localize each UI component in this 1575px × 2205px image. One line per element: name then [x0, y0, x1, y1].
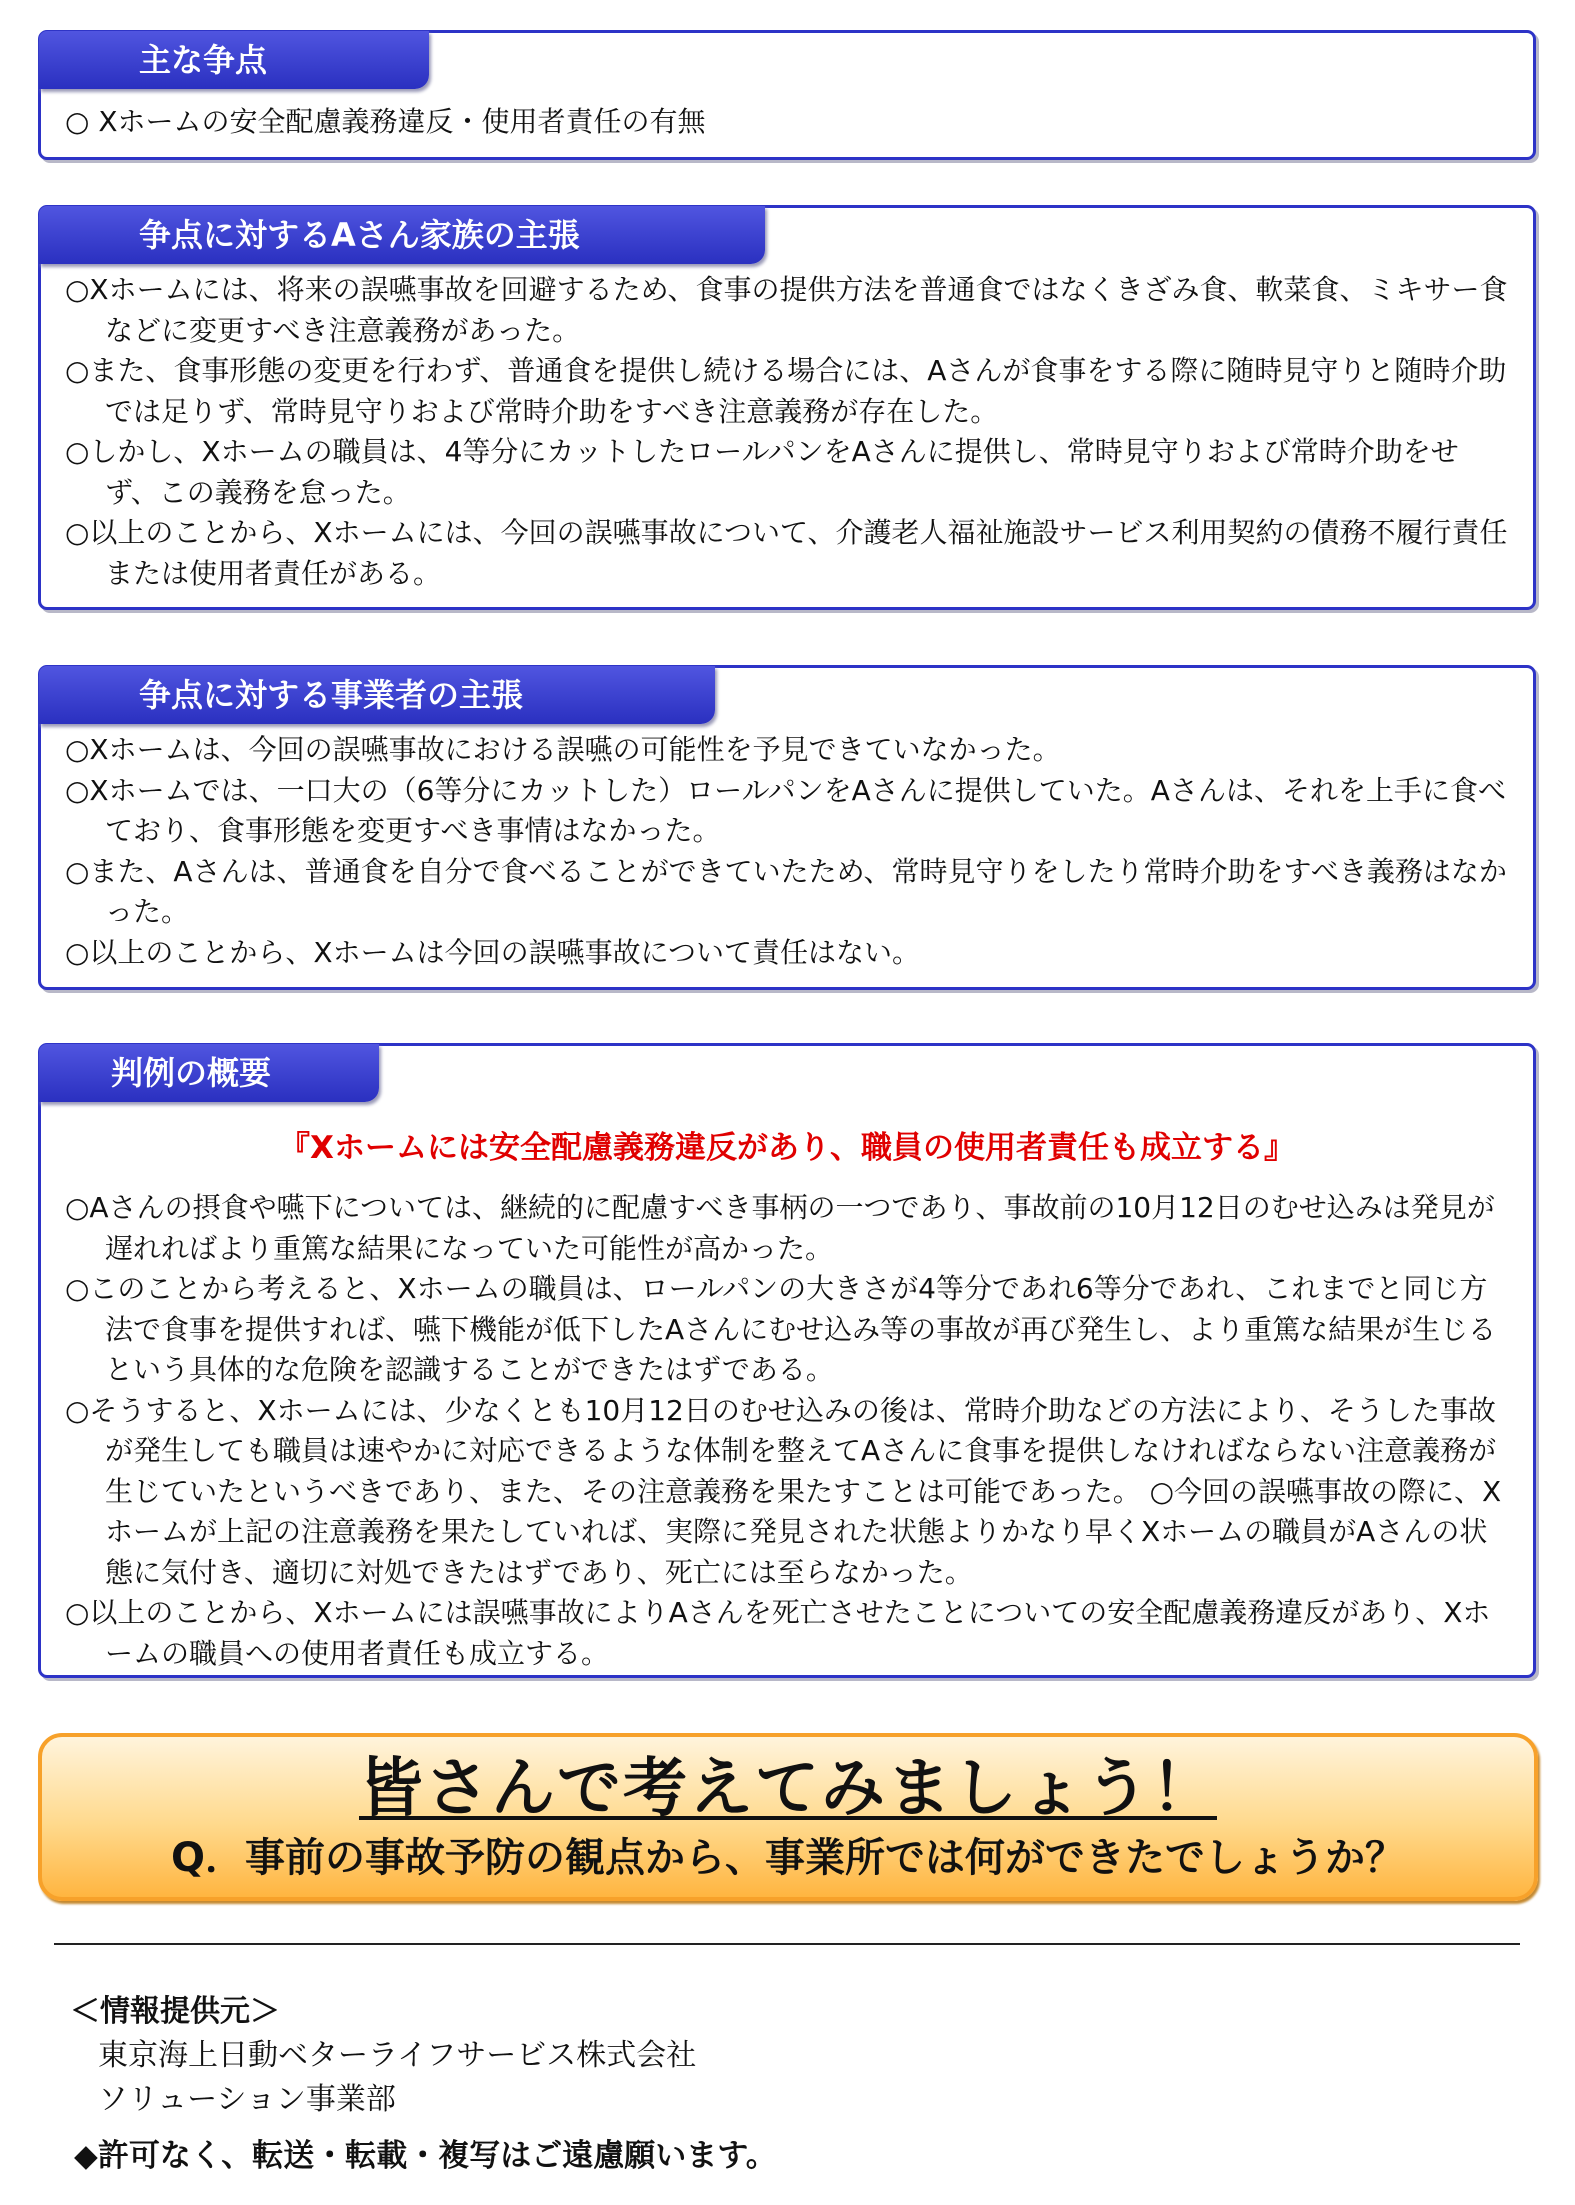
section-title: 主な争点	[39, 31, 429, 89]
info-source-department: ソリューション事業部	[98, 2082, 396, 2117]
section-body	[65, 102, 1509, 143]
list-item: ○しかし、Xホームの職員は、4等分にカットしたロールパンをAさんに提供し、常時見守りおよび常時介助をせず、この義務を怠った。	[65, 435, 1459, 509]
list-item: ○Xホームには、将来の誤嚥事故を回避するため、食事の提供方法を普通食ではなくきざみ食、軟菜食、ミキサー食などに変更すべき注意義務があった。	[65, 273, 1508, 347]
copyright-notice: ◆許可なく、転送・転載・複写はご遠慮願います。	[74, 2138, 777, 2174]
info-source	[70, 1990, 696, 2122]
section-title: 争点に対するAさん家族の主張	[39, 206, 765, 264]
discussion-banner	[38, 1733, 1538, 1901]
section-family-claim	[38, 205, 1536, 610]
section-ruling-summary	[38, 1043, 1536, 1678]
list-item: ○ Xホームの安全配慮義務違反・使用者責任の有無	[65, 105, 706, 138]
ruling-headline: 『Xホームには安全配慮義務違反があり、職員の使用者責任も成立する』	[279, 1130, 1295, 1166]
section-main-issue	[38, 30, 1536, 160]
section-title: 判例の概要	[39, 1044, 379, 1102]
list-item: ○Xホームは、今回の誤嚥事故における誤嚥の可能性を予見できていなかった。	[65, 733, 1061, 766]
list-item: ○Xホームでは、一口大の（6等分にカットした）ロールパンをAさんに提供していた。Aさんは、それを上手に食べており、食事形態を変更すべき事情はなかった。	[65, 773, 1506, 847]
info-source-company: 東京海上日動ベターライフサービス株式会社	[98, 2038, 697, 2073]
section-body	[65, 1188, 1509, 1674]
list-item: ○そうすると、Xホームには、少なくとも10月12日のむせ込みの後は、常時介助などの方法により、そうした事故が発生しても職員は速やかに対応できるような体制を整えてAさんに食事を提供しなければならない注意義務が生じていたというべきであり、また、その注意義務を果たすことは可能であった。 ○今回の誤嚥事故の際に、Xホームが上記の注意義務を果たしていれば、実際に発見された状態よりかなり早くXホームの職員がAさんの状態に気付き、適切に対処できたはずであり、死亡には至らなかった。	[65, 1393, 1502, 1589]
list-item: ○以上のことから、Xホームには誤嚥事故によりAさんを死亡させたことについての安全配慮義務違反があり、Xホームの職員への使用者責任も成立する。	[65, 1596, 1491, 1670]
section-title: 争点に対する事業者の主張	[39, 666, 715, 724]
section-body	[65, 270, 1509, 594]
section-body	[65, 730, 1509, 973]
list-item: ○Aさんの摂食や嚥下については、継続的に配慮すべき事柄の一つであり、事故前の10月12日のむせ込みは発見が遅れればより重篤な結果になっていた可能性が高かった。	[65, 1191, 1495, 1265]
discussion-title: 皆さんで考えてみましょう！	[359, 1752, 1217, 1826]
list-item: ○また、Aさんは、普通食を自分で食べることができていたため、常時見守りをしたり常時介助をすべき義務はなかった。	[65, 854, 1507, 928]
section-operator-claim	[38, 665, 1536, 990]
divider	[54, 1943, 1520, 1945]
list-item: ○以上のことから、Xホームには、今回の誤嚥事故について、介護老人福祉施設サービス利用契約の債務不履行責任または使用者責任がある。	[65, 516, 1508, 590]
discussion-question: Q．事前の事故予防の観点から、事業所では何ができたでしょうか？	[170, 1835, 1405, 1881]
list-item: ○このことから考えると、Xホームの職員は、ロールパンの大きさが4等分であれ6等分であれ、これまでと同じ方法で食事を提供すれば、嚥下機能が低下したAさんにむせ込み等の事故が再び発生し、より重篤な結果が生じるという具体的な危険を認識することができたはずである。	[65, 1272, 1497, 1386]
list-item: ○また、食事形態の変更を行わず、普通食を提供し続ける場合には、Aさんが食事をする際に随時見守りと随時介助では足りず、常時見守りおよび常時介助をすべき注意義務が存在した。	[65, 354, 1507, 428]
list-item: ○以上のことから、Xホームは今回の誤嚥事故について責任はない。	[65, 935, 921, 969]
info-source-heading: ＜情報提供元＞	[70, 1994, 280, 2029]
